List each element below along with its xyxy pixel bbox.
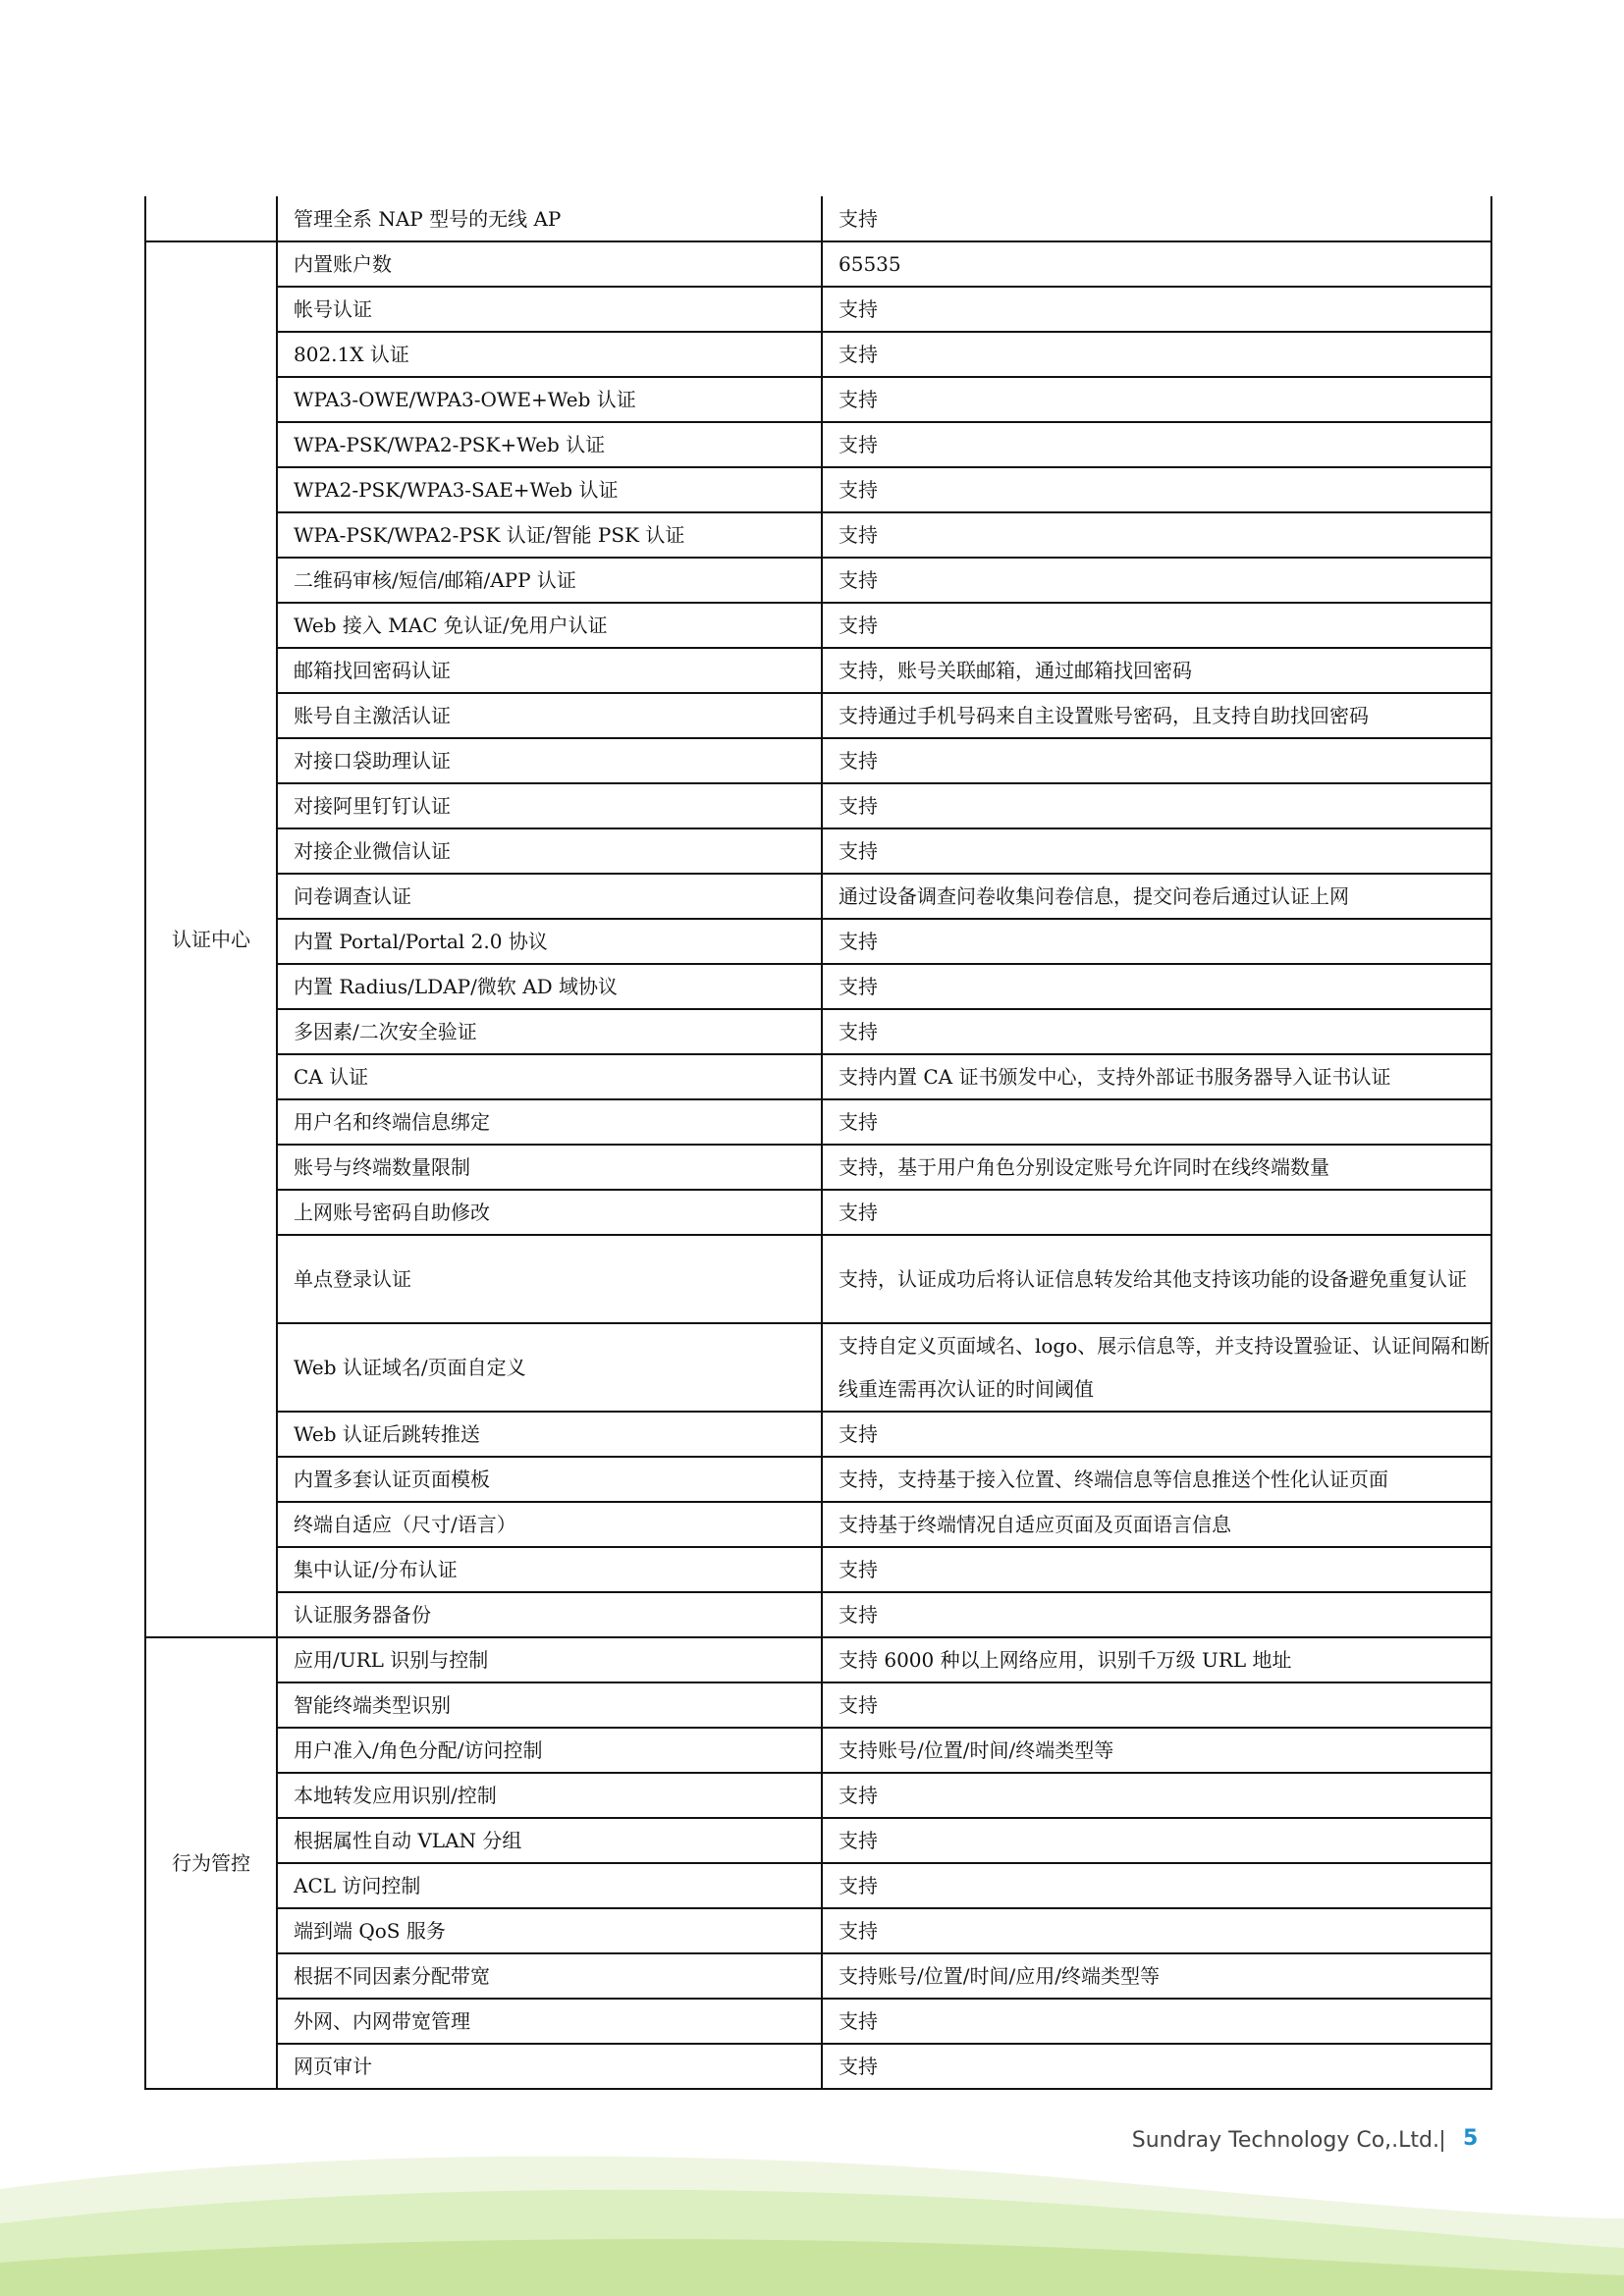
value-cell: 支持 <box>822 377 1491 422</box>
page-number: 5 <box>1463 2126 1479 2151</box>
value-cell: 支持 <box>822 919 1491 964</box>
table-row <box>145 1190 1491 1235</box>
feature-cell: 内置 Radius/LDAP/微软 AD 域协议 <box>277 964 822 1009</box>
table-row <box>145 1235 1491 1323</box>
feature-cell: 端到端 QoS 服务 <box>277 1908 822 1953</box>
value-cell: 支持 <box>822 512 1491 558</box>
feature-cell: 用户准入/角色分配/访问控制 <box>277 1728 822 1773</box>
value-cell: 支持 <box>822 558 1491 603</box>
value-cell: 支持基于终端情况自适应页面及页面语言信息 <box>822 1502 1491 1547</box>
value-cell: 支持，基于用户角色分别设定账号允许同时在线终端数量 <box>822 1145 1491 1190</box>
value-cell: 支持 <box>822 1908 1491 1953</box>
value-cell: 支持 <box>822 1818 1491 1863</box>
feature-cell: 对接阿里钉钉认证 <box>277 783 822 828</box>
table-row <box>145 1773 1491 1818</box>
value-cell: 支持 <box>822 467 1491 512</box>
feature-cell: 内置账户数 <box>277 241 822 287</box>
table-row <box>145 1009 1491 1054</box>
table-row <box>145 1728 1491 1773</box>
table-row <box>145 1323 1491 1412</box>
feature-cell: 二维码审核/短信/邮箱/APP 认证 <box>277 558 822 603</box>
footer-wave-decoration <box>0 2150 1624 2296</box>
table-row <box>145 1953 1491 1999</box>
value-cell: 支持 <box>822 738 1491 783</box>
value-cell: 支持，账号关联邮箱，通过邮箱找回密码 <box>822 648 1491 693</box>
table-row <box>145 1502 1491 1547</box>
value-cell: 支持账号/位置/时间/终端类型等 <box>822 1728 1491 1773</box>
feature-cell: Web 接入 MAC 免认证/免用户认证 <box>277 603 822 648</box>
feature-cell: 802.1X 认证 <box>277 332 822 377</box>
value-cell: 支持 <box>822 1099 1491 1145</box>
feature-cell: WPA-PSK/WPA2-PSK 认证/智能 PSK 认证 <box>277 512 822 558</box>
feature-cell: 根据不同因素分配带宽 <box>277 1953 822 1999</box>
value-cell: 支持 <box>822 1999 1491 2044</box>
table-row <box>145 919 1491 964</box>
value-cell: 支持 <box>822 603 1491 648</box>
feature-cell: 用户名和终端信息绑定 <box>277 1099 822 1145</box>
feature-cell: 对接口袋助理认证 <box>277 738 822 783</box>
footer-divider <box>1441 2130 1443 2152</box>
feature-cell: 外网、内网带宽管理 <box>277 1999 822 2044</box>
value-cell: 支持 <box>822 1190 1491 1235</box>
category-cell: 认证中心 <box>145 241 277 1637</box>
value-cell: 支持内置 CA 证书颁发中心，支持外部证书服务器导入证书认证 <box>822 1054 1491 1099</box>
feature-cell: 应用/URL 识别与控制 <box>277 1637 822 1682</box>
value-cell: 支持 <box>822 287 1491 332</box>
table-row <box>145 1682 1491 1728</box>
feature-cell: 对接企业微信认证 <box>277 828 822 874</box>
value-cell: 支持 <box>822 1863 1491 1908</box>
feature-cell: 邮箱找回密码认证 <box>277 648 822 693</box>
table-row <box>145 1637 1491 1682</box>
table-body <box>145 196 1491 2089</box>
value-cell: 支持 <box>822 1412 1491 1457</box>
table-row <box>145 648 1491 693</box>
table-row <box>145 693 1491 738</box>
table-row <box>145 2044 1491 2089</box>
feature-cell: 网页审计 <box>277 2044 822 2089</box>
feature-cell: 管理全系 NAP 型号的无线 AP <box>277 196 822 241</box>
value-cell: 支持 <box>822 1592 1491 1637</box>
table-row <box>145 1457 1491 1502</box>
value-cell: 支持 <box>822 332 1491 377</box>
table-row <box>145 1412 1491 1457</box>
value-cell: 支持 <box>822 1009 1491 1054</box>
feature-cell: 终端自适应（尺寸/语言） <box>277 1502 822 1547</box>
table-row <box>145 964 1491 1009</box>
value-cell: 支持账号/位置/时间/应用/终端类型等 <box>822 1953 1491 1999</box>
table-row <box>145 1099 1491 1145</box>
value-cell: 支持通过手机号码来自主设置账号密码，且支持自助找回密码 <box>822 693 1491 738</box>
value-cell: 支持 <box>822 422 1491 467</box>
feature-cell: 单点登录认证 <box>277 1235 822 1323</box>
table-row <box>145 332 1491 377</box>
value-cell: 支持 <box>822 964 1491 1009</box>
value-cell: 支持 <box>822 2044 1491 2089</box>
table-row <box>145 1818 1491 1863</box>
feature-cell: 内置 Portal/Portal 2.0 协议 <box>277 919 822 964</box>
feature-cell: 根据属性自动 VLAN 分组 <box>277 1818 822 1863</box>
feature-cell: 认证服务器备份 <box>277 1592 822 1637</box>
feature-cell: 问卷调查认证 <box>277 874 822 919</box>
feature-cell: 账号与终端数量限制 <box>277 1145 822 1190</box>
feature-cell: 账号自主激活认证 <box>277 693 822 738</box>
value-cell: 支持，认证成功后将认证信息转发给其他支持该功能的设备避免重复认证 <box>822 1235 1491 1323</box>
table-row <box>145 241 1491 287</box>
table-row <box>145 738 1491 783</box>
table-row <box>145 196 1491 241</box>
value-cell: 支持 <box>822 1773 1491 1818</box>
table-row <box>145 828 1491 874</box>
value-cell: 通过设备调查问卷收集问卷信息，提交问卷后通过认证上网 <box>822 874 1491 919</box>
value-cell: 支持，支持基于接入位置、终端信息等信息推送个性化认证页面 <box>822 1457 1491 1502</box>
value-cell: 支持 <box>822 828 1491 874</box>
table-row <box>145 467 1491 512</box>
category-cell: 行为管控 <box>145 1637 277 2089</box>
feature-cell: 本地转发应用识别/控制 <box>277 1773 822 1818</box>
table-row <box>145 1999 1491 2044</box>
value-cell: 支持 <box>822 1547 1491 1592</box>
table-row <box>145 874 1491 919</box>
table-row <box>145 603 1491 648</box>
feature-cell: WPA2-PSK/WPA3-SAE+Web 认证 <box>277 467 822 512</box>
feature-cell: 上网账号密码自助修改 <box>277 1190 822 1235</box>
table-row <box>145 1592 1491 1637</box>
value-cell: 支持 <box>822 1682 1491 1728</box>
table-row <box>145 1145 1491 1190</box>
spec-table <box>144 196 1492 2090</box>
table-row <box>145 1908 1491 1953</box>
feature-cell: WPA3-OWE/WPA3-OWE+Web 认证 <box>277 377 822 422</box>
table-row <box>145 558 1491 603</box>
feature-cell: 多因素/二次安全验证 <box>277 1009 822 1054</box>
footer-company: Sundray Technology Co,.Ltd. <box>1131 2128 1439 2153</box>
table-row <box>145 1863 1491 1908</box>
feature-cell: 集中认证/分布认证 <box>277 1547 822 1592</box>
table-row <box>145 377 1491 422</box>
table-row <box>145 422 1491 467</box>
table-row <box>145 512 1491 558</box>
feature-cell: ACL 访问控制 <box>277 1863 822 1908</box>
feature-cell: Web 认证域名/页面自定义 <box>277 1323 822 1412</box>
feature-cell: 智能终端类型识别 <box>277 1682 822 1728</box>
category-cell <box>145 196 277 241</box>
feature-cell: CA 认证 <box>277 1054 822 1099</box>
value-cell: 65535 <box>822 241 1491 287</box>
table-row <box>145 1547 1491 1592</box>
value-cell: 支持 <box>822 783 1491 828</box>
table-row <box>145 1054 1491 1099</box>
value-cell: 支持 <box>822 196 1491 241</box>
feature-cell: Web 认证后跳转推送 <box>277 1412 822 1457</box>
table-row <box>145 783 1491 828</box>
feature-cell: 帐号认证 <box>277 287 822 332</box>
feature-cell: 内置多套认证页面模板 <box>277 1457 822 1502</box>
feature-cell: WPA-PSK/WPA2-PSK+Web 认证 <box>277 422 822 467</box>
table-row <box>145 287 1491 332</box>
value-cell: 支持 6000 种以上网络应用，识别千万级 URL 地址 <box>822 1637 1491 1682</box>
value-cell: 支持自定义页面域名、logo、展示信息等，并支持设置验证、认证间隔和断线重连需再次认证的时间阈值 <box>822 1323 1491 1412</box>
